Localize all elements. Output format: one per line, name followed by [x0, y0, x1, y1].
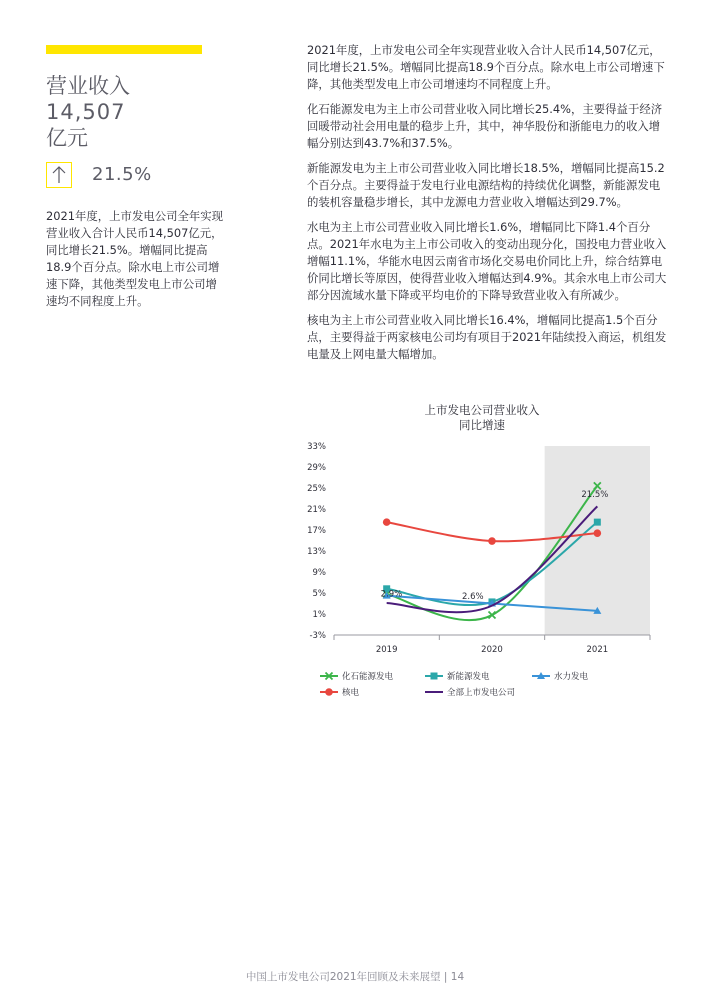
- series-point-3: [488, 537, 496, 545]
- highlight-band: [545, 446, 650, 635]
- series-point-3: [383, 518, 391, 526]
- accent-bar: [46, 45, 202, 54]
- page-footer: [0, 969, 710, 984]
- y-tick-label: 5%: [312, 589, 326, 599]
- main-column: [307, 42, 667, 371]
- legend-label-4: 全部上市发电公司: [447, 688, 516, 698]
- x-tick-label: 2021: [586, 645, 609, 655]
- paragraph-nuclear: 核电为主上市公司营业收入同比增长16.4%，增幅同比提高1.5个百分点，主要得益于两家核电公司均有项目于2021年陆续投入商运，机组发电量及上网电量大幅增加。: [307, 313, 667, 361]
- chart-title: 上市发电公司营业收入: [424, 403, 540, 417]
- metric-value: 14,507: [46, 100, 126, 124]
- chart-subtitle: 同比增速: [459, 418, 505, 432]
- y-tick-label: 25%: [307, 484, 326, 494]
- y-tick-label: -3%: [309, 631, 326, 641]
- data-label: 2.9%: [380, 589, 403, 600]
- legend-label-2: 水力发电: [554, 672, 589, 682]
- metric-label: 营业收入: [46, 74, 130, 98]
- legend-marker-1: [431, 673, 438, 680]
- y-tick-label: 13%: [307, 547, 326, 557]
- paragraph-renewable: 新能源发电为主上市公司营业收入同比增长18.5%，增幅同比提高15.2个百分点。主要得益于发电行业电源结构的持续优化调整，新能源发电的装机容量稳步增长，其中龙源电力营业收入增幅达到29.7%。: [307, 161, 665, 209]
- y-tick-label: 17%: [307, 526, 326, 536]
- paragraph-hydro: 水电为主上市公司营业收入同比增长1.6%，增幅同比下降1.4个百分点。2021年水电为主上市公司收入的变动出现分化，国投电力营业收入增幅11.1%，华能水电因云南省市场化交易电价同比上升，综合结算电价同比增长等原因，使得营业收入增幅达到4.9%。其余水电上市公司大部分因流域水量下降或平均电价的下降导致营业收入有所减少。: [307, 220, 667, 302]
- series-point-1: [594, 519, 601, 526]
- footer-title: 中国上市发电公司2021年回顾及未来展望: [245, 971, 441, 983]
- chart-svg: [292, 400, 672, 710]
- data-label: 2.6%: [462, 591, 484, 602]
- up-arrow-icon: [46, 162, 72, 188]
- legend-label-0: 化石能源发电: [342, 672, 394, 682]
- y-tick-label: 9%: [312, 568, 326, 578]
- paragraph-total: 2021年度，上市发电公司全年实现营业收入合计人民币14,507亿元，同比增长21.5%。增幅同比提高18.9个百分点。除水电上市公司增速下降，其他类型发电上市公司增速均不同程度上升。: [307, 43, 665, 91]
- x-tick-label: 2020: [481, 645, 503, 655]
- y-tick-label: 29%: [307, 463, 326, 473]
- sidebar-summary: 2021年度，上市发电公司全年实现营业收入合计人民币14,507亿元，同比增长21.5%。增幅同比提高18.9个百分点。除水电上市公司增速下降，其他类型发电上市公司增速均不同程度上升。: [46, 209, 224, 308]
- growth-rate: 21.5%: [92, 164, 152, 185]
- legend-marker-3: [325, 688, 333, 696]
- footer-separator: |: [443, 971, 448, 983]
- series-point-0: [489, 612, 496, 619]
- y-tick-label: 1%: [312, 610, 326, 620]
- data-label: 21.5%: [581, 489, 609, 500]
- paragraph-fossil: 化石能源发电为主上市公司营业收入同比增长25.4%，主要得益于经济回暖带动社会用电量的稳步上升，其中，神华股份和浙能电力的收入增幅分别达到43.7%和37.5%。: [307, 102, 663, 150]
- y-tick-label: 33%: [307, 442, 326, 452]
- page-number: 14: [450, 971, 465, 983]
- x-tick-label: 2019: [375, 645, 398, 655]
- y-tick-label: 21%: [307, 505, 326, 515]
- revenue-growth-chart: [292, 400, 672, 710]
- metric-unit: 亿元: [46, 126, 88, 150]
- legend-label-3: 核电: [342, 688, 360, 698]
- series-point-3: [594, 529, 602, 537]
- legend-label-1: 新能源发电: [447, 672, 490, 682]
